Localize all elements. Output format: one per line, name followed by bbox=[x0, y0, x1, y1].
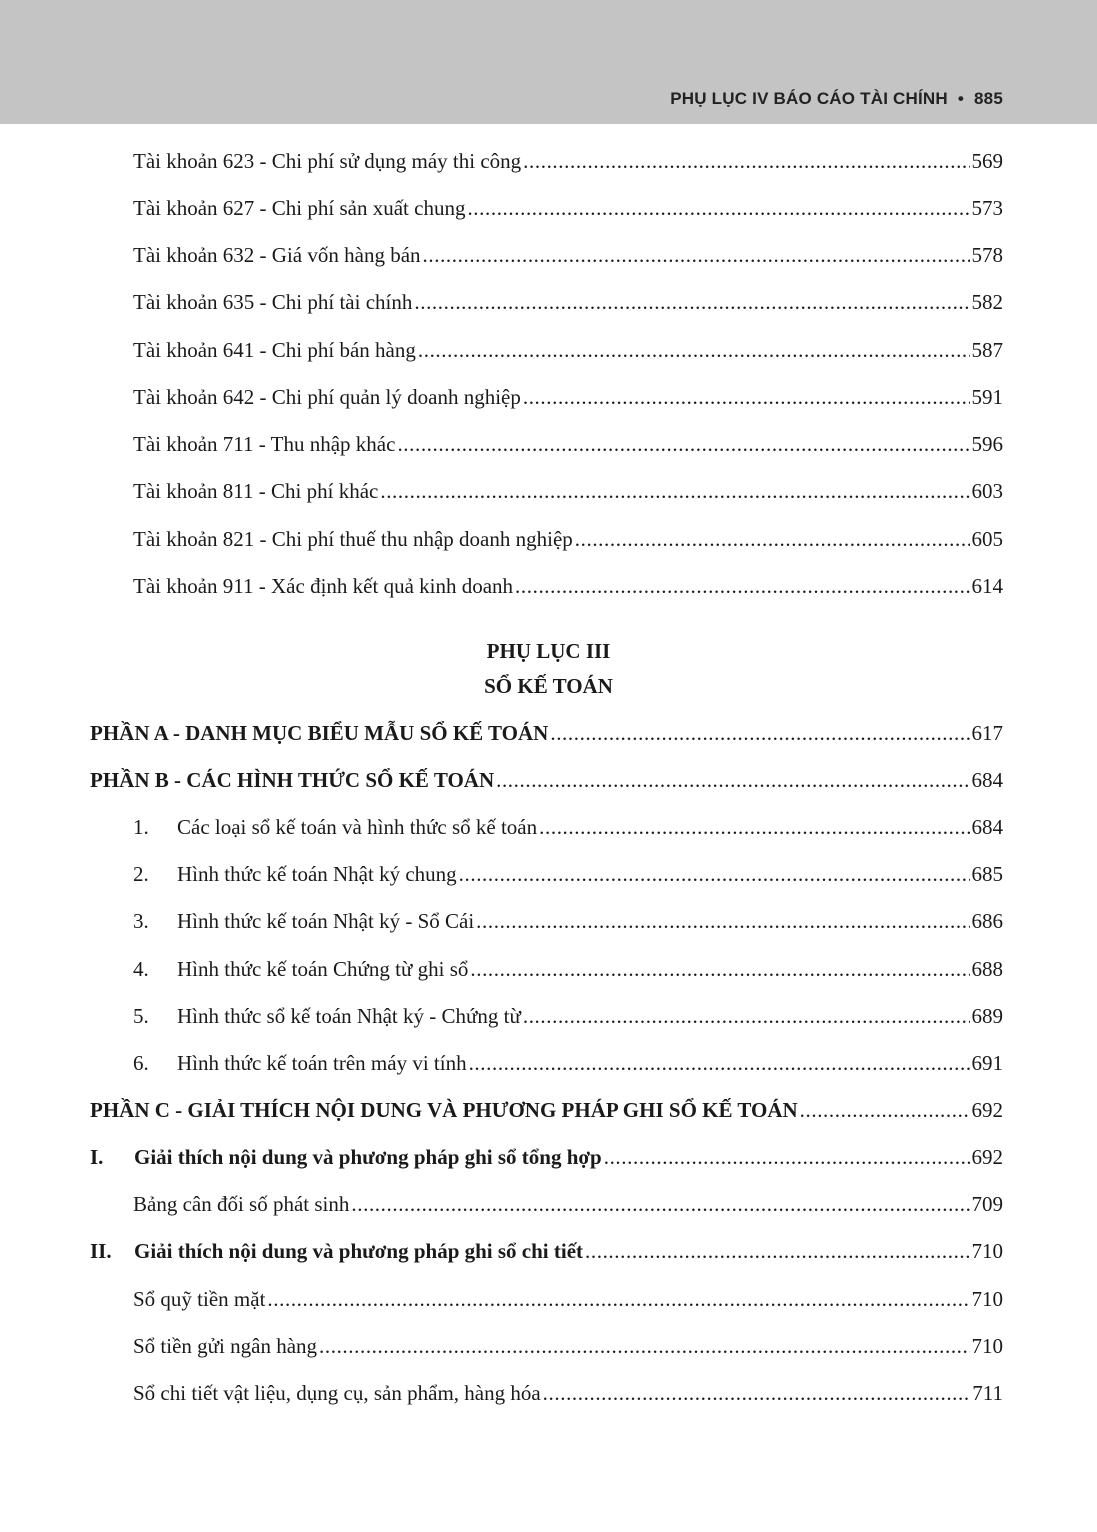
toc-entry-label: Tài khoản 711 - Thu nhập khác bbox=[133, 432, 396, 456]
running-header bbox=[670, 89, 1003, 109]
leader-dots bbox=[523, 382, 970, 412]
toc-entry-page: 711 bbox=[972, 1381, 1003, 1405]
toc-entry-label: Tài khoản 821 - Chi phí thuế thu nhập doanh nghiệp bbox=[133, 527, 573, 551]
toc-entry-page: 605 bbox=[971, 527, 1003, 551]
toc-entry-account-642[interactable] bbox=[133, 382, 1003, 412]
toc-entry-part-b-4[interactable] bbox=[133, 954, 1003, 984]
toc-entry-trial-balance[interactable] bbox=[133, 1189, 1003, 1219]
toc-entry-label: Hình thức kế toán Nhật ký chung bbox=[177, 862, 457, 886]
running-header-title: PHỤ LỤC IV BÁO CÁO TÀI CHÍNH bbox=[670, 89, 948, 108]
toc-entry-page: 692 bbox=[971, 1145, 1003, 1169]
leader-dots bbox=[267, 1284, 969, 1314]
toc-entry-section-i[interactable] bbox=[90, 1142, 1003, 1172]
toc-entry-page: 689 bbox=[971, 1004, 1003, 1028]
toc-entry-label: Sổ quỹ tiền mặt bbox=[133, 1287, 266, 1311]
toc-entry-part-b[interactable] bbox=[90, 765, 1003, 795]
leader-dots bbox=[319, 1331, 969, 1361]
toc-entry-page: 685 bbox=[971, 862, 1003, 886]
toc-entry-part-b-1[interactable] bbox=[133, 812, 1003, 842]
toc-entry-page: 710 bbox=[971, 1239, 1003, 1263]
toc-entry-page: 684 bbox=[971, 768, 1003, 792]
toc-entry-page: 710 bbox=[971, 1334, 1003, 1358]
leader-dots bbox=[476, 906, 969, 936]
toc-entry-label: Tài khoản 911 - Xác định kết quả kinh doanh bbox=[133, 574, 514, 598]
toc-entry-label: Tài khoản 642 - Chi phí quản lý doanh nghiệp bbox=[133, 385, 521, 409]
toc-entry-label: Tài khoản 811 - Chi phí khác bbox=[133, 479, 379, 503]
toc-entry-page: 709 bbox=[971, 1192, 1003, 1216]
toc-entry-number: 5. bbox=[133, 1004, 149, 1028]
leader-dots bbox=[604, 1142, 970, 1172]
toc-entry-inventory-detail-book[interactable] bbox=[133, 1378, 1003, 1408]
toc-entry-label: Tài khoản 627 - Chi phí sản xuất chung bbox=[133, 196, 466, 220]
toc-entry-number: II. bbox=[90, 1239, 112, 1263]
toc-entry-number: 6. bbox=[133, 1051, 149, 1075]
toc-entry-section-ii[interactable] bbox=[90, 1236, 1003, 1266]
toc-entry-number: I. bbox=[90, 1145, 104, 1169]
leader-dots bbox=[496, 765, 969, 795]
leader-dots bbox=[575, 524, 970, 554]
toc-entry-page: 691 bbox=[971, 1051, 1003, 1075]
toc-entry-account-627[interactable] bbox=[133, 193, 1003, 223]
leader-dots bbox=[800, 1095, 970, 1125]
toc-entry-account-635[interactable] bbox=[133, 287, 1003, 317]
leader-dots bbox=[523, 146, 969, 176]
toc-entry-label: Tài khoản 635 - Chi phí tài chính bbox=[133, 290, 413, 314]
leader-dots bbox=[459, 859, 970, 889]
toc-entry-page: 710 bbox=[971, 1287, 1003, 1311]
toc-entry-label: Tài khoản 641 - Chi phí bán hàng bbox=[133, 338, 416, 362]
toc-entry-account-711[interactable] bbox=[133, 429, 1003, 459]
leader-dots bbox=[414, 287, 969, 317]
toc-entry-page: 692 bbox=[971, 1098, 1003, 1122]
appendix-subtitle: SỔ KẾ TOÁN bbox=[484, 674, 613, 698]
toc-entry-page: 686 bbox=[971, 909, 1003, 933]
toc-entry-label: PHẦN A - DANH MỤC BIỂU MẪU SỔ KẾ TOÁN bbox=[90, 721, 549, 745]
toc-entry-label: Bảng cân đối số phát sinh bbox=[133, 1192, 350, 1216]
toc-entry-account-811[interactable] bbox=[133, 476, 1003, 506]
toc-entry-account-821[interactable] bbox=[133, 524, 1003, 554]
leader-dots bbox=[523, 1001, 970, 1031]
toc-entry-page: 688 bbox=[971, 957, 1003, 981]
toc-entry-label: Hình thức kế toán trên máy vi tính bbox=[177, 1051, 467, 1075]
toc-entry-account-641[interactable] bbox=[133, 335, 1003, 365]
toc-entry-number: 2. bbox=[133, 862, 149, 886]
toc-entry-part-c[interactable] bbox=[90, 1095, 1003, 1125]
running-header-separator: • bbox=[957, 89, 965, 108]
toc-entry-page: 603 bbox=[971, 479, 1003, 503]
toc-entry-page: 617 bbox=[971, 721, 1003, 745]
toc-entry-label: Sổ tiền gửi ngân hàng bbox=[133, 1334, 318, 1358]
leader-dots bbox=[423, 240, 970, 270]
page-number: 885 bbox=[974, 89, 1003, 108]
toc-entry-bank-deposit-book[interactable] bbox=[133, 1331, 1003, 1361]
toc-entry-label: Giải thích nội dung và phương pháp ghi sổ chi tiết bbox=[134, 1239, 584, 1263]
toc-entry-page: 591 bbox=[971, 385, 1003, 409]
leader-dots bbox=[470, 954, 969, 984]
leader-dots bbox=[380, 476, 969, 506]
toc-entry-account-632[interactable] bbox=[133, 240, 1003, 270]
leader-dots bbox=[351, 1189, 969, 1219]
leader-dots bbox=[515, 571, 969, 601]
toc-entry-part-a[interactable] bbox=[90, 718, 1003, 748]
toc-entry-label: Hình thức kế toán Nhật ký - Sổ Cái bbox=[177, 909, 475, 933]
toc-entry-label: Sổ chi tiết vật liệu, dụng cụ, sản phẩm, hàng hóa bbox=[133, 1381, 541, 1405]
toc-entry-label: Giải thích nội dung và phương pháp ghi sổ tổng hợp bbox=[134, 1145, 602, 1169]
toc-entry-part-b-3[interactable] bbox=[133, 906, 1003, 936]
leader-dots bbox=[550, 718, 969, 748]
toc-entry-label: Tài khoản 632 - Giá vốn hàng bán bbox=[133, 243, 421, 267]
toc-entry-page: 596 bbox=[971, 432, 1003, 456]
toc-entry-page: 614 bbox=[971, 574, 1003, 598]
leader-dots bbox=[467, 193, 969, 223]
leader-dots bbox=[543, 1378, 971, 1408]
toc-entry-label: PHẦN C - GIẢI THÍCH NỘI DUNG VÀ PHƯƠNG PHÁP GHI SỔ KẾ TOÁN bbox=[90, 1098, 798, 1122]
toc-entry-page: 587 bbox=[971, 338, 1003, 362]
leader-dots bbox=[418, 335, 970, 365]
toc-entry-page: 684 bbox=[971, 815, 1003, 839]
appendix-title: PHỤ LỤC III bbox=[486, 639, 611, 663]
leader-dots bbox=[397, 429, 969, 459]
toc-entry-page: 569 bbox=[971, 149, 1003, 173]
toc-entry-label: PHẦN B - CÁC HÌNH THỨC SỔ KẾ TOÁN bbox=[90, 768, 495, 792]
toc-entry-account-623[interactable] bbox=[133, 146, 1003, 176]
toc-entry-label: Hình thức kế toán Chứng từ ghi sổ bbox=[177, 957, 469, 981]
toc-entry-page: 582 bbox=[971, 290, 1003, 314]
toc-entry-part-b-6[interactable] bbox=[133, 1048, 1003, 1078]
toc-entry-page: 578 bbox=[971, 243, 1003, 267]
toc-entry-label: Tài khoản 623 - Chi phí sử dụng máy thi công bbox=[133, 149, 522, 173]
leader-dots bbox=[585, 1236, 969, 1266]
toc-entry-cash-book[interactable] bbox=[133, 1284, 1003, 1314]
toc-entry-part-b-5[interactable] bbox=[133, 1001, 1003, 1031]
leader-dots bbox=[469, 1048, 970, 1078]
toc-entry-number: 4. bbox=[133, 957, 149, 981]
toc-entry-account-911[interactable] bbox=[133, 571, 1003, 601]
toc-entry-label: Hình thức sổ kế toán Nhật ký - Chứng từ bbox=[177, 1004, 521, 1028]
toc-entry-label: Các loại sổ kế toán và hình thức sổ kế toán bbox=[177, 815, 538, 839]
toc-entry-part-b-2[interactable] bbox=[133, 859, 1003, 889]
leader-dots bbox=[539, 812, 969, 842]
toc-entry-number: 3. bbox=[133, 909, 149, 933]
toc-entry-page: 573 bbox=[971, 196, 1003, 220]
toc-entry-number: 1. bbox=[133, 815, 149, 839]
